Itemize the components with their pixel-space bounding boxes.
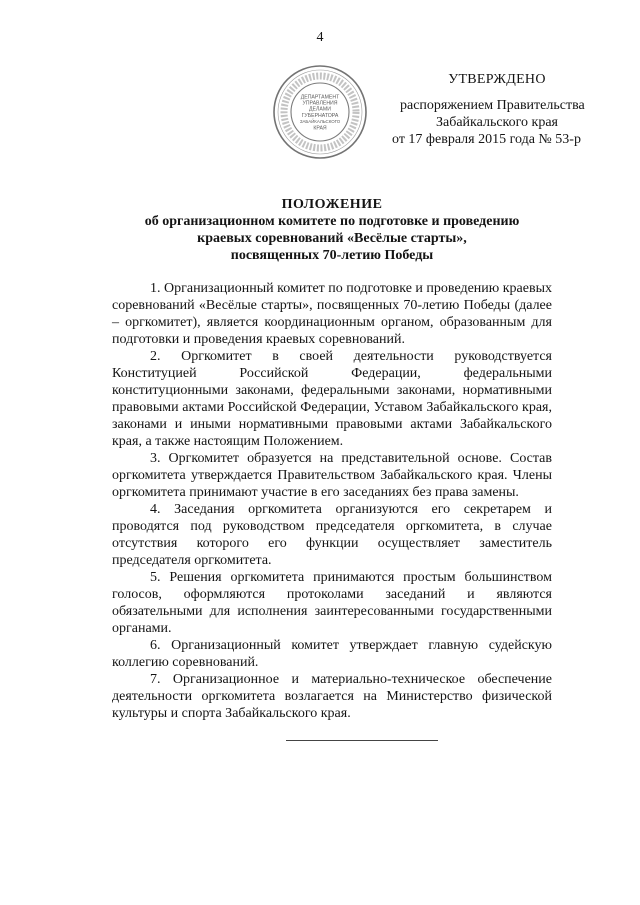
stamp-center-line: ЗАБАЙКАЛЬСКОГО <box>299 119 341 125</box>
title-line: об организационном комитете по подготовке и проведению <box>144 214 520 229</box>
approval-line: от 17 февраля 2015 года № 53-р <box>392 132 581 147</box>
page-number: 4 <box>316 30 324 45</box>
stamp-center-line: КРАЯ <box>313 125 327 132</box>
title-line: посвященных 70-летию Победы <box>230 248 434 263</box>
document-body <box>112 280 552 722</box>
official-stamp <box>272 64 368 160</box>
paragraph: 5. Решения оргкомитета принимаются простым большинством голосов, оформляются протоколами заседаний и являются обязательными для исполнения заинтересованными государственными органами. <box>112 570 552 636</box>
approval-line: Забайкальского края <box>435 115 558 130</box>
paragraph: 2. Оргкомитет в своей деятельности руководствуется Конституцией Российской Федерации, федеральными конституционными законами, федеральными законами, нормативными правовыми актами Российской Федерации, Уставом Забайкальского края, законами и иными нормативными правовыми актами Забайкальского края, а также настоящим Положением. <box>112 349 552 449</box>
approval-heading: УТВЕРЖДЕНО <box>448 72 546 87</box>
stamp-center-line: ГУБЕРНАТОРА <box>301 112 339 119</box>
closing-rule <box>286 740 438 741</box>
paragraph: 4. Заседания оргкомитета организуются его секретарем и проводятся под руководством председателя оргкомитета, в случае отсутствия которого его функции осуществляет заместитель председателя оргкомитета. <box>112 502 552 568</box>
paragraph: 3. Оргкомитет образуется на представительной основе. Состав оргкомитета утверждается Правительством Забайкальского края. Члены оргкомитета принимают участие в его заседаниях без права замены. <box>112 451 552 500</box>
approval-block <box>392 71 602 148</box>
stamp-center-line: ДЕПАРТАМЕНТ <box>300 94 340 101</box>
paragraph: 6. Организационный комитет утверждает главную судейскую коллегию соревнований. <box>112 638 552 670</box>
title-line: краевых соревнований «Весёлые старты», <box>197 231 467 246</box>
paragraph: 1. Организационный комитет по подготовке и проведению краевых соревнований «Весёлые старты», посвященных 70-летию Победы (далее – оргкомитет), является координационным органом, образованным для подготовки и проведения краевых соревнований. <box>112 281 552 347</box>
stamp-center-line: УПРАВЛЕНИЯ <box>302 100 338 107</box>
stamp-center-line: ДЕЛАМИ <box>309 106 331 113</box>
document-title <box>112 196 552 264</box>
approval-line: распоряжением Правительства <box>400 98 585 113</box>
title-line: ПОЛОЖЕНИЕ <box>281 197 383 212</box>
paragraph: 7. Организационное и материально-техническое обеспечение деятельности оргкомитета возлагается на Министерство физической культуры и спорта Забайкальского края. <box>112 672 552 721</box>
